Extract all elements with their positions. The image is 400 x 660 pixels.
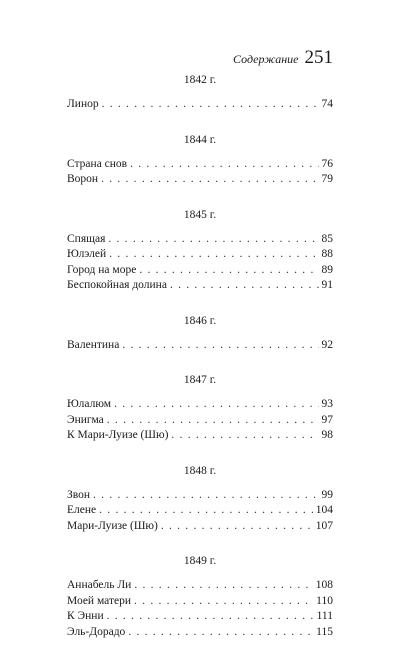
- toc-entry-title: Юлэлей: [67, 248, 107, 260]
- toc-entry-title: Моей матери: [67, 594, 132, 607]
- toc-entry-title: Мари-Луизе (Шю): [67, 519, 158, 532]
- toc-entry[interactable]: [67, 157, 333, 173]
- toc-entry-title: Спящая: [67, 232, 106, 245]
- year-heading: 1847 г.: [183, 374, 217, 386]
- toc-entry-title: Валентина: [67, 338, 120, 351]
- year-heading: 1845 г.: [183, 208, 217, 221]
- dot-leader: [170, 278, 319, 294]
- toc-entry-title: Беспокойная долина: [67, 279, 167, 291]
- toc-entry[interactable]: [67, 338, 333, 354]
- toc-section-1844: [67, 133, 333, 188]
- toc-entry-page: 110: [316, 594, 333, 607]
- dot-leader: [99, 503, 313, 519]
- toc-section-1845: [67, 208, 333, 294]
- dot-leader: [130, 157, 318, 173]
- toc-entry[interactable]: [67, 397, 333, 413]
- dot-leader: [107, 413, 319, 429]
- running-head-title: Содержание: [233, 52, 299, 66]
- toc-entry[interactable]: [67, 594, 333, 610]
- year-heading: 1849 г.: [183, 555, 217, 567]
- toc-entry[interactable]: [67, 413, 333, 429]
- toc-entry[interactable]: [67, 503, 333, 519]
- toc-entry[interactable]: [67, 625, 333, 641]
- toc-entry-title: Город на море: [67, 263, 137, 276]
- toc-entry-page: 99: [321, 488, 333, 501]
- toc-section-1849: [67, 554, 333, 640]
- toc-entry-page: 104: [315, 504, 333, 516]
- toc-entry[interactable]: [67, 97, 333, 113]
- dot-leader: [171, 428, 318, 444]
- toc-entry-page: 98: [321, 429, 333, 441]
- toc-entry-page: 74: [321, 98, 333, 110]
- toc-entry-title: Страна снов: [67, 157, 128, 170]
- toc-entry-page: 91: [321, 279, 333, 291]
- toc-entry-page: 108: [315, 579, 333, 591]
- toc-entry[interactable]: [67, 609, 333, 625]
- toc-entry-page: 85: [321, 232, 333, 245]
- toc-entry[interactable]: [67, 232, 333, 248]
- dot-leader: [114, 397, 318, 413]
- year-heading: 1846 г.: [183, 314, 217, 327]
- toc-entry[interactable]: [67, 578, 333, 594]
- toc-entry-title: Звон: [67, 488, 91, 501]
- toc-entry-page: 79: [321, 173, 333, 185]
- toc-entry-page: 92: [321, 338, 333, 351]
- table-of-contents: [67, 73, 333, 660]
- toc-entry-title: Аннабель Ли: [67, 579, 132, 591]
- year-heading: 1842 г.: [183, 74, 217, 86]
- toc-entry-title: Линор: [67, 98, 99, 110]
- dot-leader: [107, 609, 314, 625]
- toc-entry[interactable]: [67, 172, 333, 188]
- dot-leader: [108, 232, 318, 248]
- page-number: 251: [304, 47, 333, 68]
- toc-entry-page: 76: [321, 157, 333, 170]
- toc-entry-title: К Мари-Луизе (Шю): [67, 429, 169, 441]
- dot-leader: [134, 578, 312, 594]
- toc-entry-title: Эль-Дорадо: [67, 625, 126, 638]
- toc-entry[interactable]: [67, 519, 333, 535]
- dot-leader: [134, 594, 313, 610]
- toc-entry-title: Юлалюм: [67, 398, 112, 410]
- toc-entry-title: К Энни: [67, 610, 104, 622]
- toc-section-1842: [67, 73, 333, 113]
- year-heading: 1848 г.: [183, 464, 217, 477]
- year-heading: 1844 г.: [183, 133, 217, 146]
- toc-entry-page: 89: [321, 263, 333, 276]
- toc-entry[interactable]: [67, 278, 333, 294]
- toc-section-1846: [67, 314, 333, 354]
- toc-entry[interactable]: [67, 247, 333, 263]
- toc-entry[interactable]: [67, 263, 333, 279]
- toc-entry-title: Елене: [67, 504, 97, 516]
- toc-entry-title: Энигма: [67, 413, 104, 426]
- toc-section-1847: [67, 373, 333, 444]
- running-head: [233, 48, 333, 67]
- toc-section-1848: [67, 464, 333, 535]
- toc-entry[interactable]: [67, 428, 333, 444]
- toc-entry-page: 111: [316, 610, 333, 622]
- dot-leader: [122, 338, 318, 354]
- toc-entry-page: 97: [321, 413, 333, 426]
- dot-leader: [139, 263, 318, 279]
- toc-entry-page: 115: [316, 625, 333, 638]
- toc-entry-title: Ворон: [67, 173, 99, 185]
- dot-leader: [128, 625, 313, 641]
- toc-entry[interactable]: [67, 488, 333, 504]
- dot-leader: [93, 488, 318, 504]
- toc-entry-page: 88: [321, 248, 333, 260]
- dot-leader: [102, 97, 319, 113]
- dot-leader: [101, 172, 318, 188]
- dot-leader: [109, 247, 318, 263]
- toc-entry-page: 93: [321, 398, 333, 410]
- dot-leader: [161, 519, 313, 535]
- toc-entry-page: 107: [315, 519, 333, 532]
